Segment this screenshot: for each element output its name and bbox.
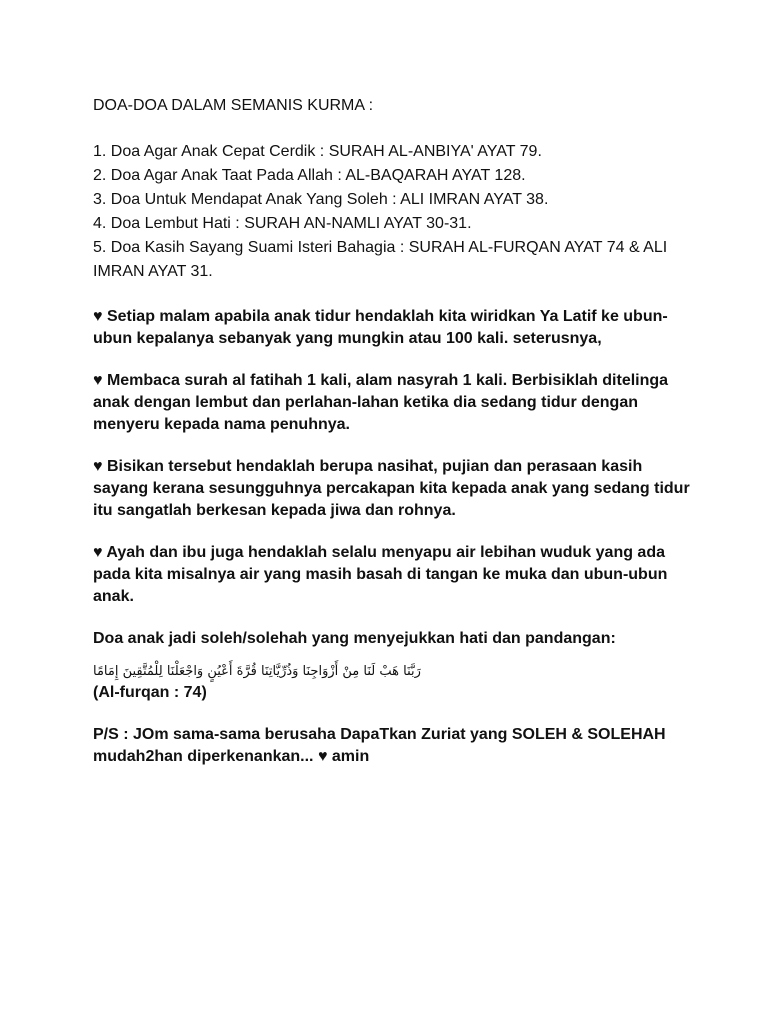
paragraph-surah-recitation: ♥ Membaca surah al fatihah 1 kali, alam nasyrah 1 kali. Berbisiklah ditelinga anak dengan lembut dan perlahan-lahan ketika dia sedang tidur dengan menyeru kepada nama penuhnya. [93, 372, 669, 433]
doa-list [93, 140, 693, 284]
list-item: 2. Doa Agar Anak Taat Pada Allah : AL-BAQARAH AYAT 128. [93, 167, 526, 184]
paragraph-doa-intro: Doa anak jadi soleh/solehah yang menyejukkan hati dan pandangan: [93, 630, 616, 647]
list-item: 5. Doa Kasih Sayang Suami Isteri Bahagia : SURAH AL-FURQAN AYAT 74 & ALI IMRAN AYAT 31. [93, 239, 668, 280]
paragraph-wirid-ya-latif: ♥ Setiap malam apabila anak tidur hendaklah kita wiridkan Ya Latif ke ubun-ubun kepalanya sebanyak yang mungkin atau 100 kali. seterusnya, [93, 308, 668, 347]
list-item: 1. Doa Agar Anak Cepat Cerdik : SURAH AL-ANBIYA' AYAT 79. [93, 143, 542, 160]
list-item: 3. Doa Untuk Mendapat Anak Yang Soleh : ALI IMRAN AYAT 38. [93, 191, 549, 208]
arabic-verse: رَبَّنَا هَبْ لَنَا مِنْ أَزْوَاجِنَا وَذُرِّيَّاتِنَا قُرَّةَ أَعْيُنٍ وَاجْعَلْنَا لِلْمُتَّقِينَ إِمَامًا [93, 664, 421, 679]
paragraph-whisper-advice: ♥ Bisikan tersebut hendaklah berupa nasihat, pujian dan perasaan kasih sayang kerana sesungguhnya percakapan kita kepada anak yang sedang tidur itu sangatlah berkesan kepada jiwa dan rohnya. [93, 458, 690, 519]
document-title: DOA-DOA DALAM SEMANIS KURMA : [93, 97, 374, 114]
verse-reference: (Al-furqan : 74) [93, 684, 207, 701]
document-body [93, 94, 693, 768]
paragraph-wuduk-water: ♥ Ayah dan ibu juga hendaklah selalu menyapu air lebihan wuduk yang ada pada kita misalnya air yang masih basah di tangan ke muka dan ubun-ubun anak. [93, 544, 668, 605]
closing-note: P/S : JOm sama-sama berusaha DapaTkan Zuriat yang SOLEH & SOLEHAH mudah2han diperkenankan... ♥ amin [93, 726, 666, 765]
list-item: 4. Doa Lembut Hati : SURAH AN-NAMLI AYAT 30-31. [93, 215, 472, 232]
